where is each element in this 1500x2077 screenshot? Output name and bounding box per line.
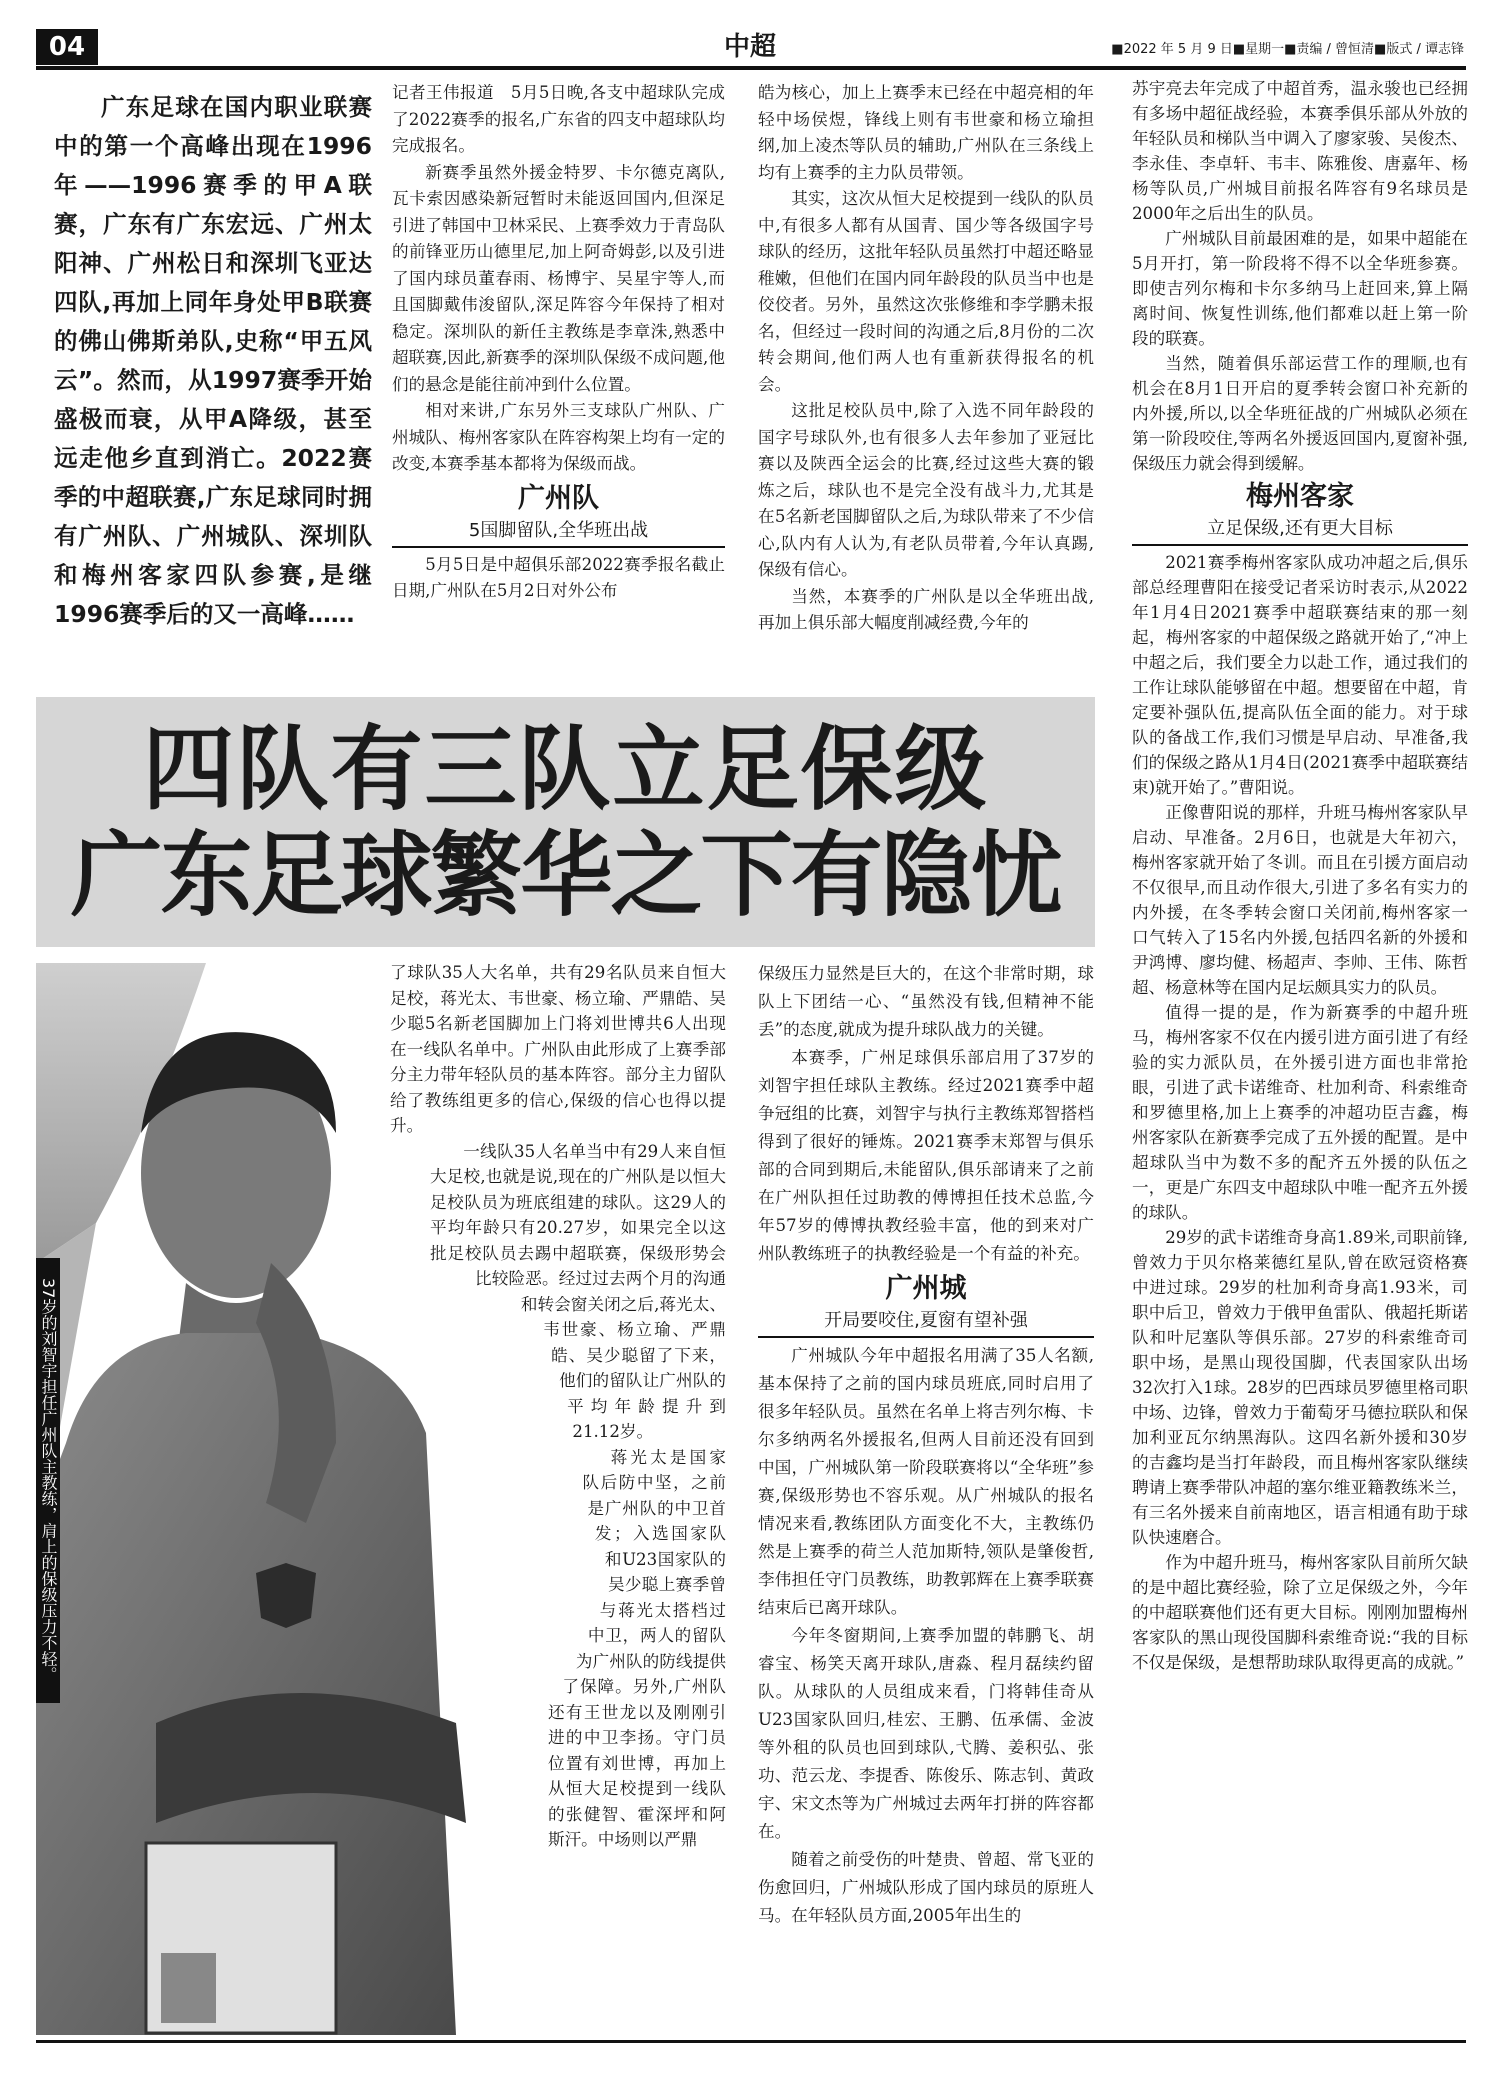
paragraph: 保级压力显然是巨大的，在这个非常时期，球队上下团结一心、“虽然没有钱,但精神不能丢”的态度,就成为提升球队战力的关键。 [758,964,1094,1039]
paragraph: 广州城队今年中超报名用满了35人名额,基本保持了之前的国内球员班底,同时启用了很多年轻队员。虽然在名单上将吉列尔梅、卡尔多纳两名外援报名,但两人目前还没有回到中国，广州城队第一阶段联赛将以“全华班”参赛,保级形势也不容乐观。从广州城队的报名情况来看,教练团队方面变化不大，主教练仍然是上赛季的荷兰人范加斯特,领队是肇俊哲,李伟担任守门员教练，助教郭辉在上赛季联赛结束后已离开球队。 [758,1346,1094,1617]
section-title: 中超 [723,32,776,62]
paragraph: 随着之前受伤的叶楚贵、曾超、常飞亚的伤愈回归，广州城队形成了国内球员的原班人马。在年轻队员方面,2005年出生的 [758,1850,1094,1925]
page-number: 04 [36,29,98,65]
paragraph: 正像曹阳说的那样，升班马梅州客家队早启动、早准备。2月6日，也就是大年初六，梅州客家就开始了冬训。而且在引援方面启动不仅很早,而且动作很大,引进了多名有实力的内外援，在冬季转会窗口关闭前,梅州客家一口气转入了15名内外援,包括四名新的外援和尹鸿博、廖均健、杨超声、李帅、王伟、陈哲超、杨意林等在国内足坛颇具实力的队员。 [1132,803,1468,997]
paragraph: 相对来讲,广东另外三支球队广州队、广州城队、梅州客家队在阵容构架上均有一定的改变,本赛季基本都将为保级而战。 [392,401,725,473]
column-4 [1132,76,1468,1675]
headline-line-1: 四队有三队立足保级 [142,715,989,823]
paragraph: 当然，随着俱乐部运营工作的理顺,也有机会在8月1日开启的夏季转会窗口补充新的内外援,所以,以全华班征战的广州城队必须在第一阶段咬住,等两名外援返回国内,夏窗补强,保级压力就会得到缓解。 [1132,354,1468,473]
paragraph: 其实，这次从恒大足校提到一线队的队员中,有很多人都有从国青、国少等各级国字号球队的经历，这批年轻队员虽然打中超还略显稚嫩，但他们在国内同年龄段的队员当中也是佼佼者。另外，虽然这次张修维和李学鹏未报名，但经过一段时间的沟通之后,8月份的二次转会期间,他们两人也有重新获得报名的机会。 [758,189,1094,394]
column-2-top [392,80,725,605]
paragraph: 新赛季虽然外援金特罗、卡尔德克离队,瓦卡索因感染新冠暂时未能返回国内,但深足引进了韩国中卫林采民、上赛季效力于青岛队的前锋亚历山德里尼,加上阿奇姆彭,以及引进了国内球员董春雨、杨博宇、吴星宇等人,而且国脚戴伟浚留队,深足阵容今年保持了相对稳定。深圳队的新任主教练是李章洙,熟悉中超联赛,因此,新赛季的深圳队保级不成问题,他们的悬念是能往前冲到什么位置。 [392,162,725,394]
paragraph: 29岁的武卡诺维奇身高1.89米,司职前锋,曾效力于贝尔格莱德红星队,曾在欧冠资格赛中进过球。29岁的杜加利奇身高1.93米，司职中后卫，曾效力于俄甲鱼雷队、俄超托斯诺队和叶尼塞队等俱乐部。27岁的科索维奇司职中场，是黑山现役国脚，代表国家队出场32次打入1球。28岁的巴西球员罗德里格司职中场、边锋，曾效力于葡萄牙马德拉联队和保加利亚瓦尔纳黑海队。这四名新外援和30岁的吉鑫均是当打年龄段，而且梅州客家队继续聘请上赛季带队冲超的塞尔维亚籍教练米兰，有三名外援来自前南地区，语言相通有助于球队快速磨合。 [1132,1228,1468,1547]
paragraph: 这批足校队员中,除了入选不同年龄段的国字号球队外,也有很多人去年参加了亚冠比赛以及陕西全运会的比赛,经过这些大赛的锻炼之后，球队也不是完全没有战斗力,尤其是在5名新老国脚留队之后,为球队带来了不少信心,队内有人认为,有老队员带着,今年认真踢,保级有信心。 [758,401,1094,579]
photo-caption: 37岁的刘智宇担任广州队主教练，肩上的保级压力不轻。 [36,1258,60,1703]
section-heading-guangzhou: 广州队 [518,482,599,514]
section-subheading: 立足保级,还有更大目标 [1132,516,1468,546]
paragraph: 2021赛季梅州客家队成功冲超之后,俱乐部总经理曹阳在接受记者采访时表示,从2022年1月4日2021赛季中超联赛结束的那一刻起，梅州客家的中超保级之路就开始了,“冲上中超之后，我们要全力以赴工作，通过我们的工作让球队能够留在中超。想要留在中超，肯定要补强队伍,提高队伍全面的能力。对于球队的备战工作,我们习惯是早启动、早准备,我们的保级之路从1月4日(2021赛季中超联赛结束)就开始了。”曹阳说。 [1132,553,1468,797]
column-2-bottom [390,960,726,2032]
headline-line-2: 广东足球繁华之下有隐忧 [70,821,1061,929]
column-3-bottom [758,960,1094,1930]
dateline: ■2022 年 5 月 9 日■星期一■责编 / 曾恒清■版式 / 谭志锋 [1111,42,1464,57]
paragraph: 作为中超升班马，梅州客家队目前所欠缺的是中超比赛经验，除了立足保级之外，今年的中超联赛他们还有更大目标。刚刚加盟梅州客家队的黑山现役国脚科索维奇说:“我的目标不仅是保级，是想帮助球队取得更高的成就。” [1132,1553,1468,1672]
paragraph: 本赛季，广州足球俱乐部启用了37岁的刘智宇担任球队主教练。经过2021赛季中超争冠组的比赛，刘智宇与执行主教练郑智搭档得到了很好的锤炼。2021赛季末郑智与俱乐部的合同到期后,未能留队,俱乐部请来了之前在广州队担任过助教的傅博担任技术总监,今年57岁的傅博执教经验丰富，他的到来对广州队教练班子的执教经验是一个有益的补充。 [758,1048,1094,1263]
paragraph: 皓为核心，加上上赛季末已经在中超亮相的年轻中场侯煜，锋线上则有韦世豪和杨立瑜担纲,加上凌杰等队员的辅助,广州队在三条线上均有上赛季的主力队员带领。 [758,83,1094,182]
paragraph: 值得一提的是，作为新赛季的中超升班马，梅州客家不仅在内援引进方面引进了有经验的实力派队员，在外援引进方面也非常抢眼，引进了武卡诺维奇、杜加利奇、科索维奇和罗德里格,加上上赛季的冲超功臣吉鑫，梅州客家队在新赛季完成了五外援的配置。是中超球队当中为数不多的配齐五外援的队伍之一，更是广东四支中超球队中唯一配齐五外援的球队。 [1132,1003,1468,1222]
paragraph: 一线队35人名单当中有29人来自恒大足校,也就是说,现在的广州队是以恒大足校队员为班底组建的球队。这29人的平均年龄只有20.27岁，如果完全以这批足校队员去踢中超联赛，保级形势会比较险恶。经过过去两个月的沟通和转会窗关闭之后,蒋光太、韦世豪、杨立瑜、严鼎皓、吴少聪留了下来，他们的留队让广州队的平均年龄提升到21.12岁。 [430,1141,726,1441]
paragraph: 5月5日是中超俱乐部2022赛季报名截止日期,广州队在5月2日对外公布 [392,554,725,600]
column-3-top [758,80,1094,637]
paragraph: 今年冬窗期间,上赛季加盟的韩鹏飞、胡睿宝、杨笑天离开球队,唐淼、程月磊续约留队。从球队的人员组成来看，门将韩佳奇从U23国家队回归,桂宏、王鹏、伍承儒、金波等外租的队员也回到球队,弋腾、姜积弘、张功、范云龙、李提香、陈俊乐、陈志钊、黄政宇、宋文杰等为广州城过去两年打拼的阵容都在。 [758,1626,1094,1841]
paragraph: 当然，本赛季的广州队是以全华班出战,再加上俱乐部大幅度削减经费,今年的 [758,586,1094,632]
section-subheading: 开局要咬住,夏窗有望补强 [758,1308,1094,1338]
paragraph: 了球队35人大名单，共有29名队员来自恒大足校，蒋光太、韦世豪、杨立瑜、严鼎皓、吴少聪5名新老国脚加上门将刘世博共6人出现在一线队名单中。广州队由此形成了上赛季部分主力带年轻队员的基本阵容。部分主力留队给了教练组更多的信心,保级的信心也得以提升。 [390,963,726,1135]
headline-box [36,697,1095,947]
header-rule [36,66,1466,70]
paragraph: 记者王伟报道 5月5日晚,各支中超球队完成了2022赛季的报名,广东省的四支中超球队均完成报名。 [392,83,725,155]
lead-paragraph: 广东足球在国内职业联赛中的第一个高峰出现在1996年——1996赛季的甲A联赛，广东有广东宏远、广州太阳神、广州松日和深圳飞亚达四队,再加上同年身处甲B联赛的佛山佛斯弟队,史称“甲五风云”。然而，从1997赛季开始盛极而衰，从甲A降级，甚至远走他乡直到消亡。2022赛季的中超联赛,广东足球同时拥有广州队、广州城队、深圳队和梅州客家四队参赛,是继1996赛季后的又一高峰…… [54,93,372,628]
paragraph: 蒋光太是国家队后防中坚，之前是广州队的中卫首发；入选国家队和U23国家队的吴少聪上赛季曾与蒋光太搭档过中卫，两人的留队为广州队的防线提供了保障。另外,广州队还有王世龙以及刚刚引进的中卫李扬。守门员位置有刘世博，再加上从恒大足校提到一线队的张健智、霍深坪和阿斯汗。中场则以严鼎 [548,1447,726,1849]
footer-rule [36,2040,1466,2043]
section-heading-meizhou: 梅州客家 [1246,481,1354,512]
section-subheading: 5国脚留队,全华班出战 [392,518,725,548]
paragraph: 苏宇亮去年完成了中超首秀，温永骏也已经拥有多场中超征战经验，本赛季俱乐部从外放的年轻队员和梯队当中调入了廖家骏、吴俊杰、李永佳、李卓轩、韦丰、陈雅俊、唐嘉年、杨杨等队员,广州城目前报名阵容有9名球员是2000年之后出生的队员。 [1132,79,1468,223]
section-heading-guangzhou-city: 广州城 [885,1273,967,1304]
paragraph: 广州城队目前最困难的是，如果中超能在5月开打，第一阶段将不得不以全华班参赛。即使吉列尔梅和卡尔多纳马上赶回来,算上隔离时间、恢复性训练,他们都难以赶上第一阶段的联赛。 [1132,229,1468,348]
